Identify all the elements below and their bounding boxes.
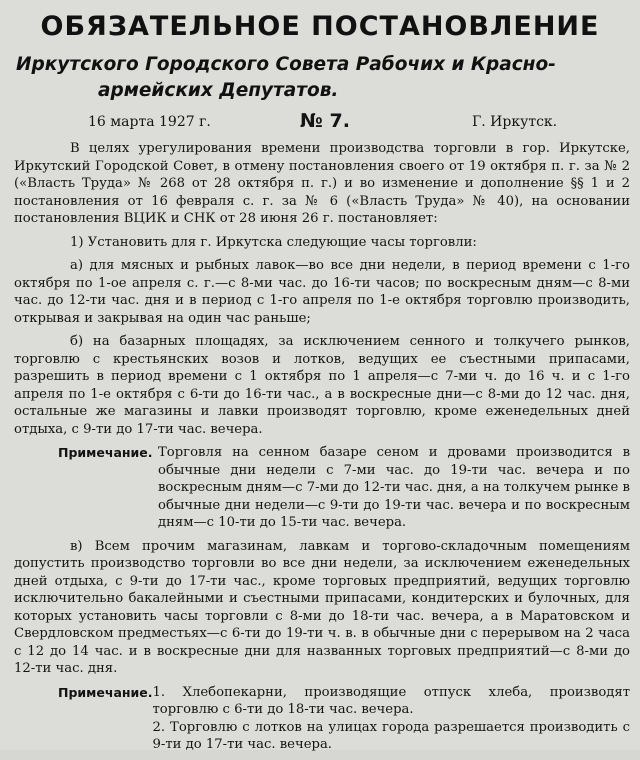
dateline	[0, 112, 640, 134]
note-2-item-2: 2. Торговлю с лотков на улицах города разрешается производить с 9-ти до 17-ти час. вечера.	[152, 719, 630, 752]
note-2-item-1: 1. Хлебопекарни, производящие отпуск хлеба, производят торговлю с 6-ти до 18-ти час. вечера.	[152, 684, 630, 717]
decree-date: 16 марта 1927 г.	[88, 114, 211, 130]
note-1-text: Торговля на сенном базаре сеном и дровами производится в обычные дни недели с 7-ми час. до 19-ти час. вечера и по воскресным дням—с 7-ми до 12-ти час. дня, а на толкучем рынке в обычные дни недели—с 9-ти до 19-ти час. вечера и по воскресным дням—с 10-ти до 15-ти час. вечера.	[158, 445, 630, 530]
note-2-label: Примечание.	[58, 684, 153, 700]
point-b-paragraph: б) на базарных площадях, за исключением сенного и толкучего рынков, торговлю с крестьянских возов и лотков, ведущих ее съестными припасами, разрешить в период времени с 1 октября по 1 апреля—с 7-ми ч. до 16 ч. и с 1-го апреля по 1-е октября с 6-ти до 16-ти час., а в воскресные дни—с 8-ми до 12 час. дня, остальные же магазины и лавки производят торговлю, кроме еженедельных дней отдыха, с 9-ти до 17-ти час. вечера.	[14, 334, 630, 437]
note-2-text	[153, 684, 630, 754]
issuer-heading-line2: армейских Депутатов.	[98, 80, 339, 101]
decree-number: № 7.	[300, 110, 350, 132]
preamble-paragraph: В целях урегулирования времени производства торговли в гор. Иркутске, Иркутский Городской Совет, в отмену постановления своего от 19 октября п. г. за № 2 («Власть Труда» № 268 от 28 октября п. г.) и во изменение и дополнение §§ 1 и 2 постановления от 16 февраля с. г. за № 6 («Власть Труда» № 40), на основании постановления ВЦИК и СНК от 28 июня 26 г. постановляет:	[14, 141, 630, 226]
issuer-heading-line1: Иркутского Городского Совета Рабочих и Красно-	[16, 54, 556, 75]
note-2	[14, 684, 630, 754]
point-a-paragraph: а) для мясных и рыбных лавок—во все дни недели, в период времени с 1-го октября по 1-ое апреля с. г.—с 8-ми час. до 16-ти часов; по воскресным дням—с 8-ми час. до 12-ти час. дня и в период с 1-го апреля по 1-е октября торговлю производить, открывая и закрывая на один час раньше;	[14, 258, 630, 326]
decree-place: Г. Иркутск.	[472, 114, 558, 130]
issuer-heading	[16, 52, 630, 104]
page-title: ОБЯЗАТЕЛЬНОЕ ПОСТАНОВЛЕНИЕ	[40, 11, 600, 42]
decree-body	[14, 140, 630, 760]
note-1	[14, 444, 630, 532]
point-1-paragraph: 1) Установить для г. Иркутска следующие часы торговли:	[70, 234, 477, 250]
note-1-label: Примечание.	[58, 445, 153, 460]
point-v-paragraph: в) Всем прочим магазинам, лавкам и торгово-складочным помещениям допустить производство торговли во все дни недели, за исключением еженедельных дней отдыха, с 9-ти до 17-ти час., кроме торговых предприятий, ведущих торговлю исключительно бакалейными и съестными припасами, кондитерских и булочных, для которых установить часы торговли с 8-ми до 18-ти час. вечера, а в Маратовском и Свердловском предместьях—с 6-ти до 19-ти ч. в. в обычные дни с перерывом на 2 часа с 12 до 14 час. и в воскресные дни для названных торговых предприятий—с 8-ми до 12-ти час. дня.	[14, 538, 630, 676]
